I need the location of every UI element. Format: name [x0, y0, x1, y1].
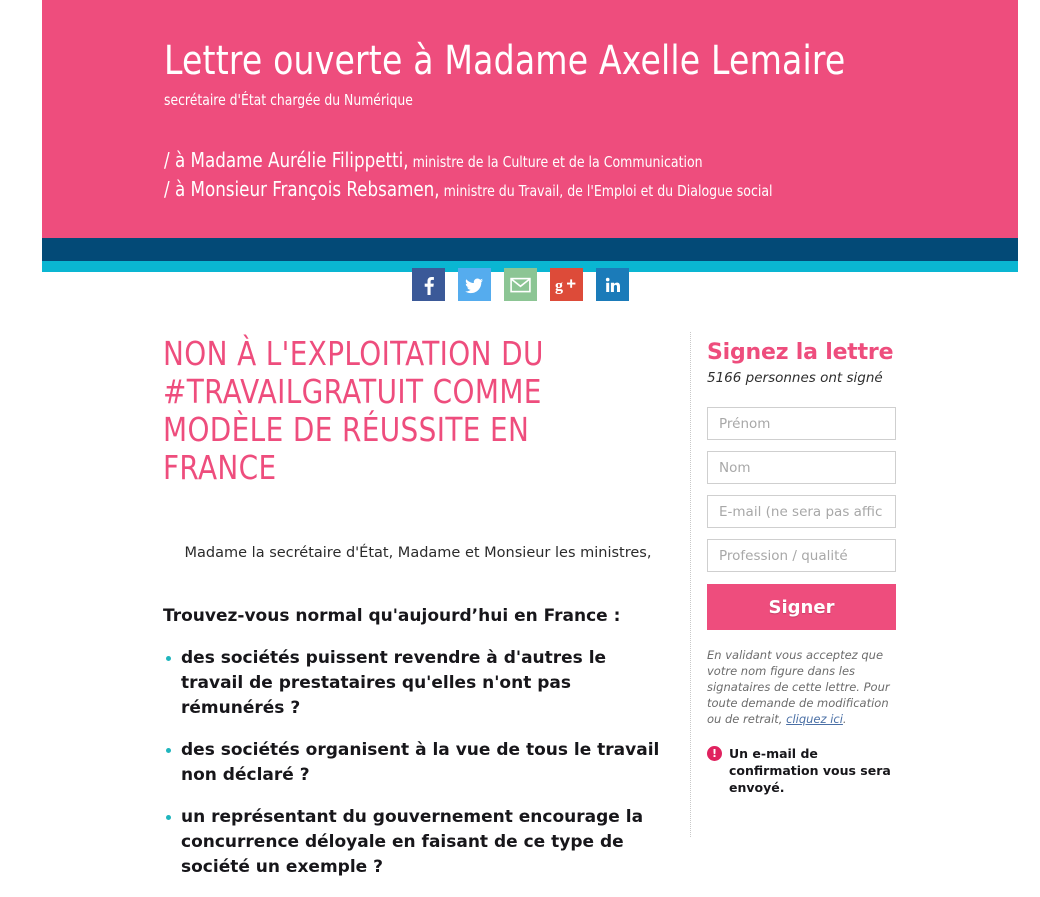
page-subtitle: secrétaire d'État chargée du Numérique	[164, 91, 413, 109]
sign-form-column	[707, 330, 897, 796]
envelope-icon	[510, 277, 531, 293]
legal-suffix: .	[842, 712, 847, 726]
addressee-prefix: / à	[164, 148, 191, 172]
main-content	[0, 330, 1040, 877]
addressee-name: Madame Aurélie Filippetti,	[190, 148, 409, 172]
addressee-role: ministre de la Culture et de la Communication	[408, 153, 703, 171]
linkedin-icon	[602, 276, 622, 294]
social-share-row	[0, 268, 1040, 301]
confirmation-notice-text: Un e-mail de confirmation vous sera envoyé.	[729, 746, 891, 795]
letter-salutation: Madame la secrétaire d'État, Madame et Monsieur les ministres,	[184, 545, 652, 561]
list-item: des sociétés puissent revendre à d'autres le travail de prestataires qu'elles n'ont pas rémunérés ?	[163, 646, 673, 721]
legal-text: En validant vous acceptez que votre nom figure dans les signataires de cette lettre. Pour toute demande de modification ou de retrait,	[707, 648, 890, 726]
sign-form-title: Signez la lettre	[707, 340, 894, 365]
facebook-icon	[418, 275, 438, 295]
header-banner	[42, 0, 1018, 238]
prenom-input[interactable]	[707, 407, 896, 440]
addressee-line	[164, 176, 958, 205]
addressee-prefix: / à	[164, 177, 191, 201]
confirmation-notice	[707, 745, 899, 796]
profession-input[interactable]	[707, 539, 896, 572]
navy-stripe	[42, 238, 1018, 261]
twitter-icon	[464, 275, 484, 295]
share-twitter-button[interactable]	[458, 268, 491, 301]
share-googleplus-button[interactable]	[550, 268, 583, 301]
signer-button[interactable]: Signer	[707, 584, 896, 630]
share-facebook-button[interactable]	[412, 268, 445, 301]
google-plus-icon	[554, 276, 578, 294]
legal-link[interactable]: cliquez ici	[786, 712, 843, 726]
share-linkedin-button[interactable]	[596, 268, 629, 301]
letter-question: Trouvez-vous normal qu'aujourd’hui en France :	[163, 606, 621, 626]
list-item: des sociétés organisent à la vue de tous le travail non déclaré ?	[163, 738, 673, 788]
legal-disclaimer	[707, 647, 899, 727]
exclamation-icon: !	[707, 746, 722, 761]
signature-count: 5166 personnes ont signé	[707, 370, 883, 386]
page-title: Lettre ouverte à Madame Axelle Lemaire	[164, 38, 846, 84]
list-item: un représentant du gouvernement encourage la concurrence déloyale en faisant de ce type de société un exemple ?	[163, 805, 673, 880]
addressee-line	[164, 147, 958, 176]
letter-heading: NON À L'EXPLOITATION DU #TRAVAILGRATUIT COMME MODÈLE DE RÉUSSITE EN FRANCE	[163, 334, 544, 487]
letter-points-list	[163, 646, 673, 880]
nom-input[interactable]	[707, 451, 896, 484]
column-divider	[690, 332, 691, 837]
addressee-role: ministre du Travail, de l'Emploi et du Dialogue social	[439, 182, 773, 200]
sign-form-fields	[707, 407, 897, 572]
share-email-button[interactable]	[504, 268, 537, 301]
email-input[interactable]	[707, 495, 896, 528]
addressee-list	[164, 147, 1018, 205]
svg-text:g: g	[555, 277, 563, 294]
letter-column	[163, 330, 673, 897]
addressee-name: Monsieur François Rebsamen,	[190, 177, 440, 201]
